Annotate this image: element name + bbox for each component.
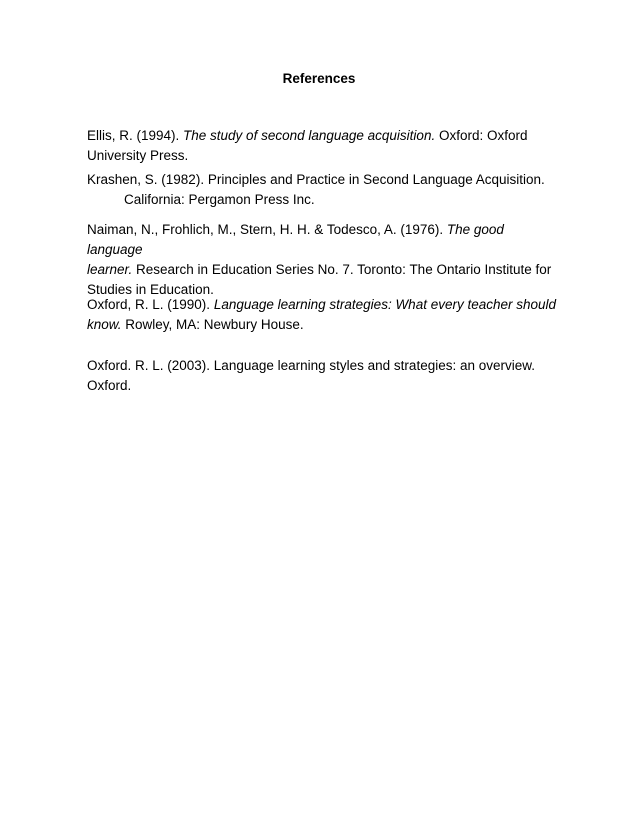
reference-title: The good language — [87, 222, 504, 257]
reference-oxford-1990 — [87, 295, 557, 335]
reference-text: Krashen, S. (1982). Principles and Practice in Second Language Acquisition. — [87, 172, 545, 187]
reference-title: The study of second language acquisition. — [183, 128, 436, 143]
reference-naiman-1976 — [87, 220, 557, 300]
reference-title: Language learning strategies: What every teacher should — [213, 297, 557, 312]
reference-text: Naiman, N., Frohlich, M., Stern, H. H. & Todesco, A. (1976). — [87, 222, 447, 237]
reference-text: Studies in Education. — [87, 282, 214, 297]
reference-oxford-2003 — [87, 356, 557, 396]
reference-text: Oxford. R. L. (2003). Language learning styles and strategies: an overview. Oxford. — [87, 358, 536, 393]
reference-krashen-1982 — [87, 170, 557, 210]
reference-ellis-1994 — [87, 126, 557, 166]
reference-text: Oxford: Oxford — [435, 128, 528, 143]
reference-text: Ellis, R. (1994). — [87, 128, 184, 143]
page-title: References — [282, 71, 356, 86]
reference-text-indented: California: Pergamon Press Inc. — [124, 192, 315, 207]
reference-text: Rowley, MA: Newbury House. — [121, 317, 304, 332]
reference-title: know. — [87, 317, 122, 332]
reference-text: Oxford, R. L. (1990). — [87, 297, 214, 312]
reference-text: Research in Education Series No. 7. Toronto: The Ontario Institute for — [132, 262, 552, 277]
reference-title: learner. — [87, 262, 133, 277]
reference-text: University Press. — [87, 148, 189, 163]
